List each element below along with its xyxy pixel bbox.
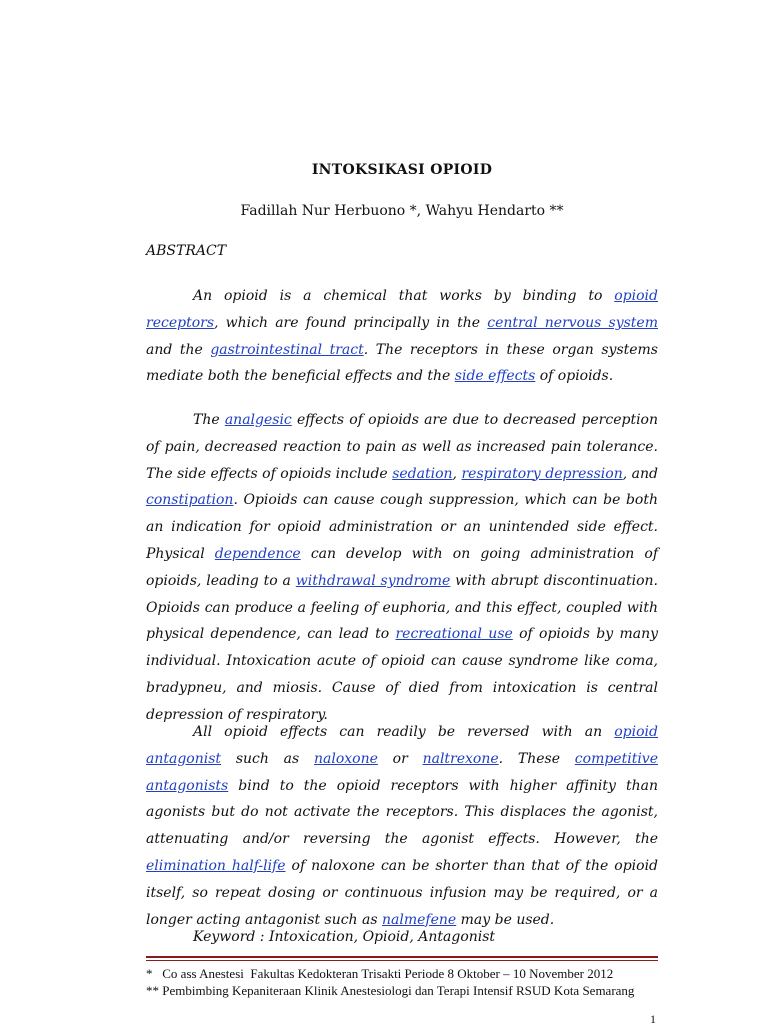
- link-competitive-antagonists[interactable]: competitive antagonists: [146, 750, 658, 794]
- link-analgesic[interactable]: analgesic: [224, 412, 292, 428]
- text-span: effects of opioids are due to decreased perception of pain, decreased reaction to pain as well as increased pain tolerance. The side effects of opioids include: [146, 412, 658, 482]
- text-span: of naloxone can be shorter than that of the opioid itself, so repeat dosing or continuous infusion may be required, or a longer acting antagonist such as: [146, 857, 659, 928]
- footnote-divider-thick: [146, 956, 658, 958]
- document-title: INTOKSIKASI OPIOID: [311, 162, 493, 178]
- footnote-1: * Co ass Anestesi Fakultas Kedokteran Trisakti Periode 8 Oktober – 10 November 2012: [146, 966, 614, 981]
- text-span: . Opioids can cause cough suppression, which can be both an indication for opioid administration or an unintended side effect. Physical: [146, 492, 658, 562]
- text-span: of opioids.: [535, 368, 614, 385]
- link-gastrointestinal-tract[interactable]: gastrointestinal tract: [210, 341, 364, 358]
- link-side-effects[interactable]: side effects: [454, 368, 536, 385]
- link-sedation[interactable]: sedation: [392, 465, 453, 482]
- abstract-paragraph-2: [146, 407, 658, 729]
- text-span: ,: [452, 465, 462, 482]
- abstract-paragraph-1: [146, 283, 658, 390]
- link-central-nervous-system[interactable]: central nervous system: [487, 314, 658, 331]
- link-naltrexone[interactable]: naltrexone: [422, 750, 499, 767]
- text-span: with abrupt discontinuation. Opioids can produce a feeling of euphoria, and this effect, coupled with physical dependence, can lead to: [146, 572, 658, 643]
- page-number: 1: [650, 1012, 656, 1026]
- text-span: such as: [221, 750, 314, 767]
- abstract-heading: ABSTRACT: [146, 243, 227, 259]
- text-span: of opioids by many individual. Intoxication acute of opioid can cause syndrome like coma, bradypneu, and miosis. Cause of died from intoxication is central depression of respiratory.: [146, 626, 658, 723]
- text-span: . These: [498, 750, 575, 767]
- text-span: may be used.: [456, 911, 555, 928]
- link-withdrawal-syndrome[interactable]: withdrawal syndrome: [295, 572, 451, 589]
- text-span: An opioid is a chemical that works by binding to: [193, 288, 615, 304]
- link-nalmefene[interactable]: nalmefene: [382, 911, 457, 928]
- link-naloxone[interactable]: naloxone: [313, 750, 378, 767]
- footnote-2: ** Pembimbing Kepaniteraan Klinik Anestesiologi dan Terapi Intensif RSUD Kota Semarang: [146, 983, 635, 998]
- text-span: can develop with on going administration of opioids, leading to a: [146, 545, 659, 589]
- text-span: bind to the opioid receptors with higher affinity than agonists but do not activate the receptors. This displaces the agonist, attenuating and/or reversing the agonist effects. However, the: [146, 777, 658, 848]
- link-opioid-receptors[interactable]: opioid receptors: [146, 288, 658, 331]
- text-span: , which are found principally in the: [214, 314, 488, 331]
- text-span: , and: [622, 465, 658, 482]
- text-span: and the: [146, 341, 211, 358]
- abstract-paragraph-3: [146, 719, 658, 933]
- link-constipation[interactable]: constipation: [146, 492, 234, 509]
- authors-line: Fadillah Nur Herbuono *, Wahyu Hendarto **: [240, 203, 564, 219]
- link-dependence[interactable]: dependence: [214, 545, 301, 562]
- footnote-divider-thin: [146, 960, 658, 961]
- text-span: All opioid effects can readily be reversed with an: [193, 724, 615, 740]
- text-span: . The receptors in these organ systems mediate both the beneficial effects and the: [146, 341, 658, 385]
- link-opioid-antagonist[interactable]: opioid antagonist: [146, 724, 658, 767]
- text-span: The: [193, 412, 225, 428]
- link-recreational-use[interactable]: recreational use: [395, 626, 513, 643]
- footnotes: [146, 965, 666, 999]
- text-span: or: [377, 750, 423, 767]
- link-respiratory-depression[interactable]: respiratory depression: [461, 465, 623, 482]
- link-elimination-half-life[interactable]: elimination half-life: [146, 857, 286, 874]
- keywords-line: Keyword : Intoxication, Opioid, Antagonist: [193, 929, 496, 945]
